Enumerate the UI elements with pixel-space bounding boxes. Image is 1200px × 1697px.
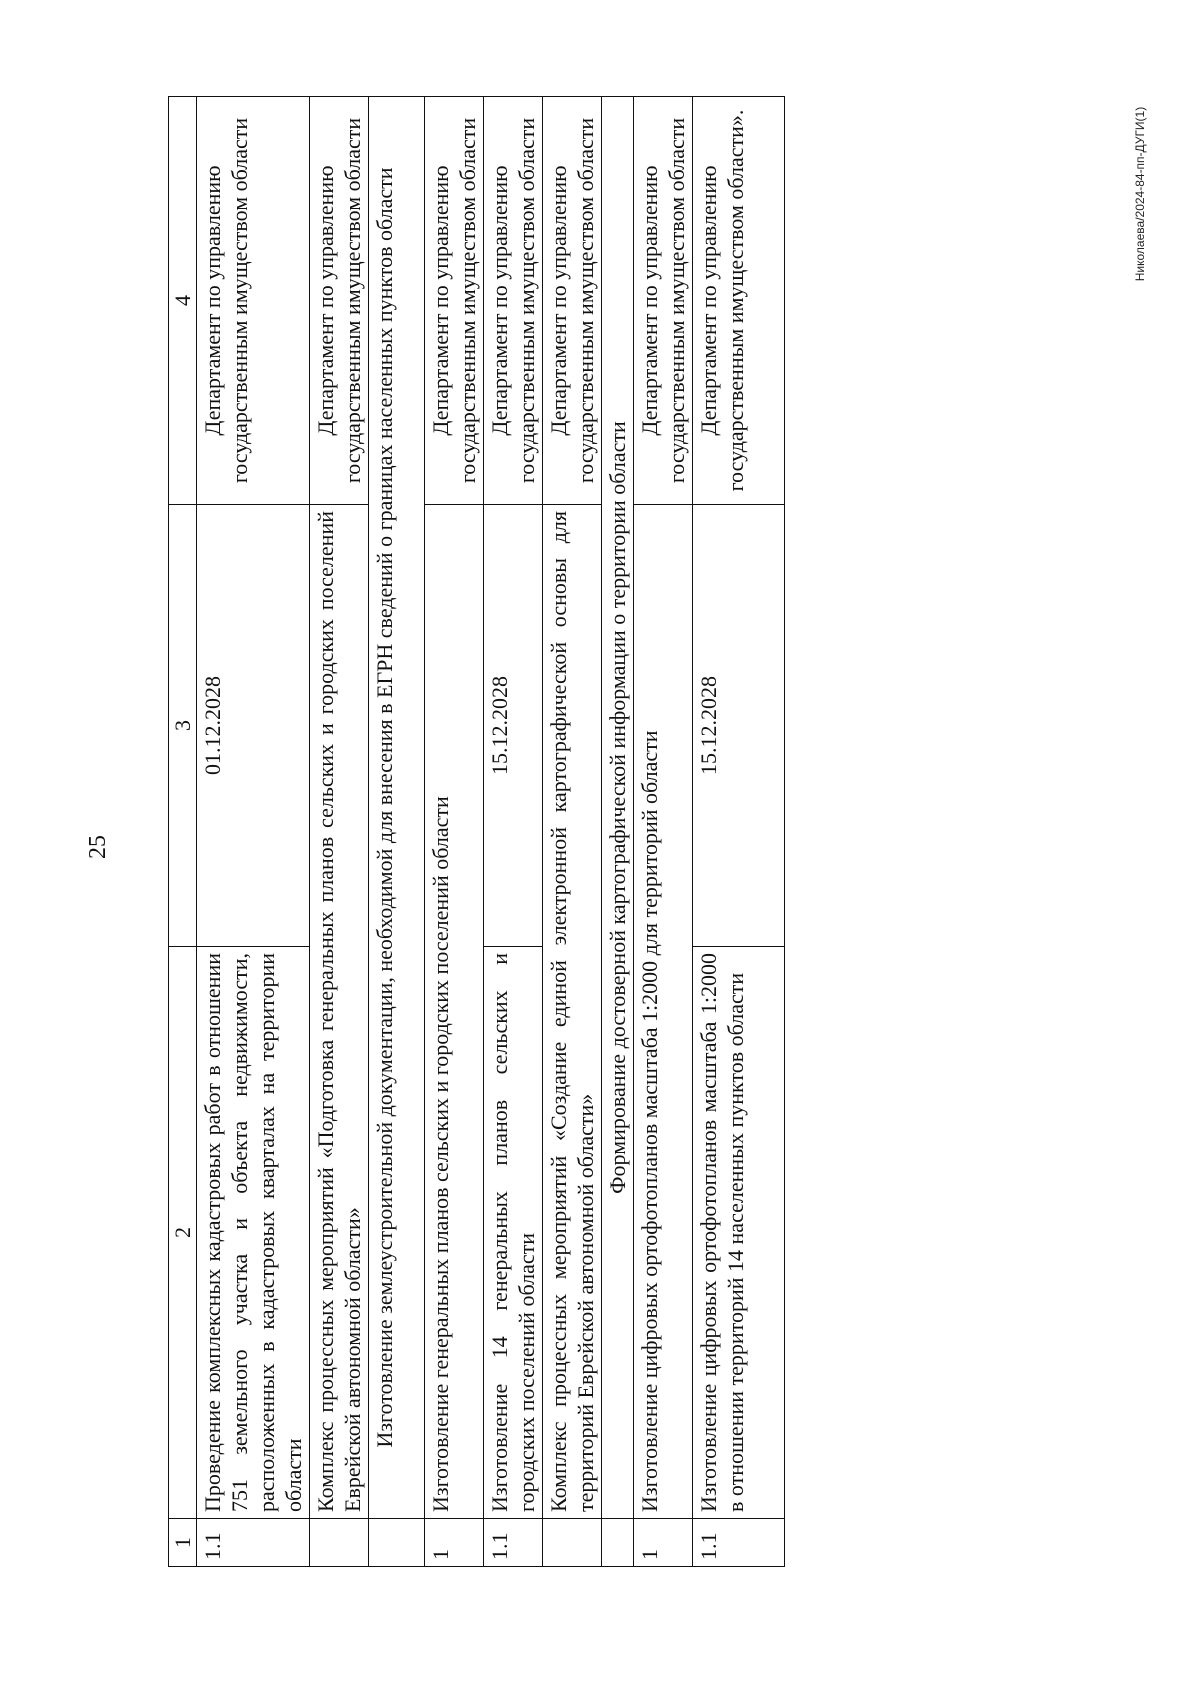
table-row	[634, 97, 693, 1567]
program-cell: Комплекс процессных мероприятий «Подготовка генеральных планов сельских и городских поселений Еврейской автономной области»	[310, 505, 369, 1519]
table-row	[693, 97, 785, 1567]
task-cell: Изготовление цифровых ортофотопланов масштаба 1:2000 в отношении территорий 14 населенных пунктов области	[693, 947, 785, 1519]
table-header-row	[169, 97, 197, 1567]
row-number	[369, 1519, 425, 1567]
table-row	[310, 97, 369, 1567]
responsible-cell: Департамент по управлению государственным имуществом области	[197, 97, 310, 505]
deadline-cell: 15.12.2028	[484, 505, 543, 947]
section-heading: Формирование достоверной картографической информации о территории области	[602, 97, 634, 1519]
responsible-cell: Департамент по управлению государственным имуществом области	[425, 97, 484, 505]
task-group-cell: Изготовление цифровых ортофотопланов масштаба 1:2000 для территорий области	[634, 505, 693, 1519]
task-cell: Изготовление 14 генеральных планов сельских и городских поселений области	[484, 947, 543, 1519]
row-number	[310, 1519, 369, 1567]
table-row	[602, 97, 634, 1567]
header-cell: 3	[169, 505, 197, 947]
table-row	[484, 97, 543, 1567]
row-number: 1	[425, 1519, 484, 1567]
responsible-cell: Департамент по управлению государственным имуществом области».	[693, 97, 785, 505]
task-cell: Проведение комплексных кадастровых работ в отношении 751 земельного участка и объекта недвижимости, расположенных в кадастровых кварталах на территории области	[197, 947, 310, 1519]
row-number	[602, 1519, 634, 1567]
header-cell: 4	[169, 97, 197, 505]
row-number: 1.1	[197, 1519, 310, 1567]
table-row	[425, 97, 484, 1567]
deadline-cell: 01.12.2028	[197, 505, 310, 947]
table-row	[369, 97, 425, 1567]
section-heading: Изготовление землеустроительной документации, необходимой для внесения в ЕГРН сведений о границах населенных пунктов области	[369, 97, 425, 1519]
row-number: 1	[634, 1519, 693, 1567]
header-cell: 1	[169, 1519, 197, 1567]
program-cell: Комплекс процессных мероприятий «Создание единой электронной картографической основы для территорий Еврейской автономной области»	[543, 505, 602, 1519]
table-container	[168, 97, 758, 1567]
task-group-cell: Изготовление генеральных планов сельских и городских поселений области	[425, 505, 484, 1519]
responsible-cell: Департамент по управлению государственным имуществом области	[543, 97, 602, 505]
document-code: Николаева/2024-84-пп-ДУГИ(1)	[1133, 106, 1147, 282]
responsible-cell: Департамент по управлению государственным имуществом области	[484, 97, 543, 505]
deadline-cell: 15.12.2028	[693, 505, 785, 947]
responsible-cell: Департамент по управлению государственным имуществом области	[310, 97, 369, 505]
table-row	[197, 97, 310, 1567]
row-number	[543, 1519, 602, 1567]
row-number: 1.1	[693, 1519, 785, 1567]
page-number: 25	[85, 835, 111, 859]
row-number: 1.1	[484, 1519, 543, 1567]
header-cell: 2	[169, 947, 197, 1519]
table-row	[543, 97, 602, 1567]
measures-table	[168, 96, 785, 1567]
responsible-cell: Департамент по управлению государственным имуществом области	[634, 97, 693, 505]
